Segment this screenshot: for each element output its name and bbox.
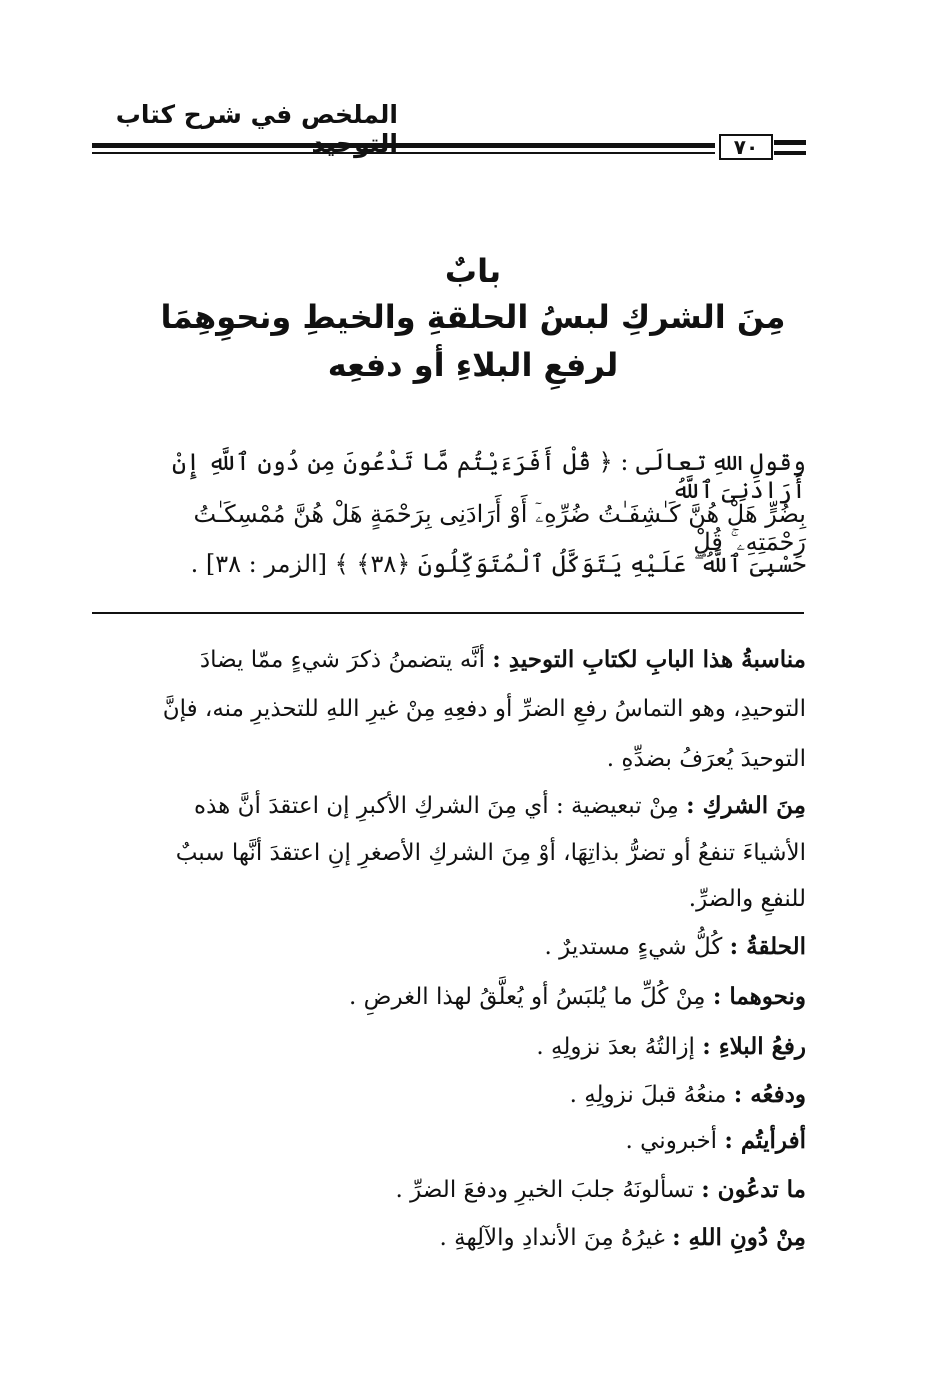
definition-ma-tadun	[126, 1176, 806, 1203]
running-title: الملخص في شرح كتاب	[115, 100, 398, 129]
page-number: ٧٠	[719, 134, 773, 160]
definition-raf-al-bala	[126, 1033, 806, 1060]
paragraph2-label: مِنَ الشركِ :	[686, 792, 806, 819]
paragraph1-text1: أنَّه يتضمنُ ذكرَ شيءٍ ممّا يضادَ	[199, 647, 485, 673]
chapter-heading-line3: لرفعِ البلاءِ أو دفعِه	[327, 346, 619, 384]
definition-term: ودفعُه :	[733, 1081, 806, 1108]
paragraph2-line1	[126, 792, 806, 819]
definition-halqa	[126, 933, 806, 960]
paragraph1-label: مناسبةُ هذا البابِ لكتابِ التوحيدِ :	[492, 646, 806, 673]
paragraph2-text1: مِنْ تبعيضية : أي مِنَ الشركِ الأكبرِ إن اعتقدَ أنَّ هذه	[194, 793, 679, 819]
header-rule-thin	[92, 152, 715, 154]
definition-dafuhu	[126, 1081, 806, 1108]
definition-afaraaytum	[126, 1127, 806, 1154]
definition-text: أخبروني .	[625, 1128, 718, 1154]
definition-term: ما تدعُون :	[701, 1176, 806, 1203]
paragraph1-line2: التوحيدِ، وهو التماسُ رفعِ الضرِّ أو دفعِهِ مِنْ غيرِ اللهِ للتحذيرِ منه، فإنَّ	[162, 696, 806, 722]
paragraph1-line1	[126, 646, 806, 673]
paragraph1-line3: التوحيدَ يُعرَفُ بضدِّهِ .	[606, 746, 806, 772]
definition-nahwihima	[126, 983, 806, 1010]
quote-line3: حَسْبِىَ ٱللَّهُ ۖ عَلَيْهِ يَتَوَكَّلُ ٱلْمُتَوَكِّلُونَ ﴿٣٨﴾ ﴾ [الزمر : ٣٨] .	[190, 550, 806, 578]
paragraph2-line3: للنفعِ والضرِّ.	[688, 886, 806, 912]
definition-text: كُلُّ شيءٍ مستديرٌ .	[544, 934, 723, 960]
header-mark-top	[774, 140, 806, 145]
definition-text: إزالتُهُ بعدَ نزولِهِ .	[536, 1034, 695, 1060]
definition-text: مِنْ كُلِّ ما يُلبَسُ أو يُعلَّقُ لهذا الغرضِ .	[349, 984, 706, 1010]
definition-text: غيرُهُ مِنَ الأندادِ والآلِهةِ .	[439, 1225, 665, 1251]
header-mark-bottom	[774, 151, 806, 155]
definition-term: رفعُ البلاءِ :	[702, 1033, 806, 1060]
paragraph2-line2: الأشياءَ تنفعُ أو تضرُّ بذاتِهَا، أوْ مِنَ الشركِ الأصغرِ إنِ اعتقدَ أنَّها سببٌ	[175, 840, 806, 866]
definition-text: تسألونَهُ جلبَ الخيرِ ودفعَ الضرِّ .	[395, 1177, 694, 1203]
definition-term: الحلقةُ :	[729, 933, 806, 960]
definition-min-dunillah	[126, 1224, 806, 1251]
quote-line2: بِضُرٍّ هَلْ هُنَّ كَـٰشِفَـٰتُ ضُرِّهِۦٓ أَوْ أَرَادَنِى بِرَحْمَةٍ هَلْ هُنَّ مُمْسِكَـٰتُ رَحْمَتِهِۦ ۚ قُلْ	[193, 500, 806, 556]
quote-line1: وقولِ اللهِ تعالَى : ﴿ قُلْ أَفَرَءَيْتُم مَّا تَدْعُونَ مِن دُونِ ٱللَّهِ إِنْ أَرَادَنِىَ ٱللَّهُ	[171, 448, 806, 504]
definition-term: مِنْ دُونِ اللهِ :	[672, 1224, 806, 1251]
chapter-heading-line2: مِنَ الشركِ لبسُ الحلقةِ والخيطِ ونحوِهِمَا	[160, 298, 786, 336]
definition-term: أفرأيتُم :	[724, 1127, 806, 1154]
definition-term: ونحوهما :	[712, 983, 806, 1010]
definition-text: منعُهُ قبلَ نزولِهِ .	[569, 1082, 727, 1108]
chapter-heading-line1: بابٌ	[444, 252, 502, 290]
section-separator	[92, 612, 804, 614]
header-rule-thick	[92, 143, 715, 148]
